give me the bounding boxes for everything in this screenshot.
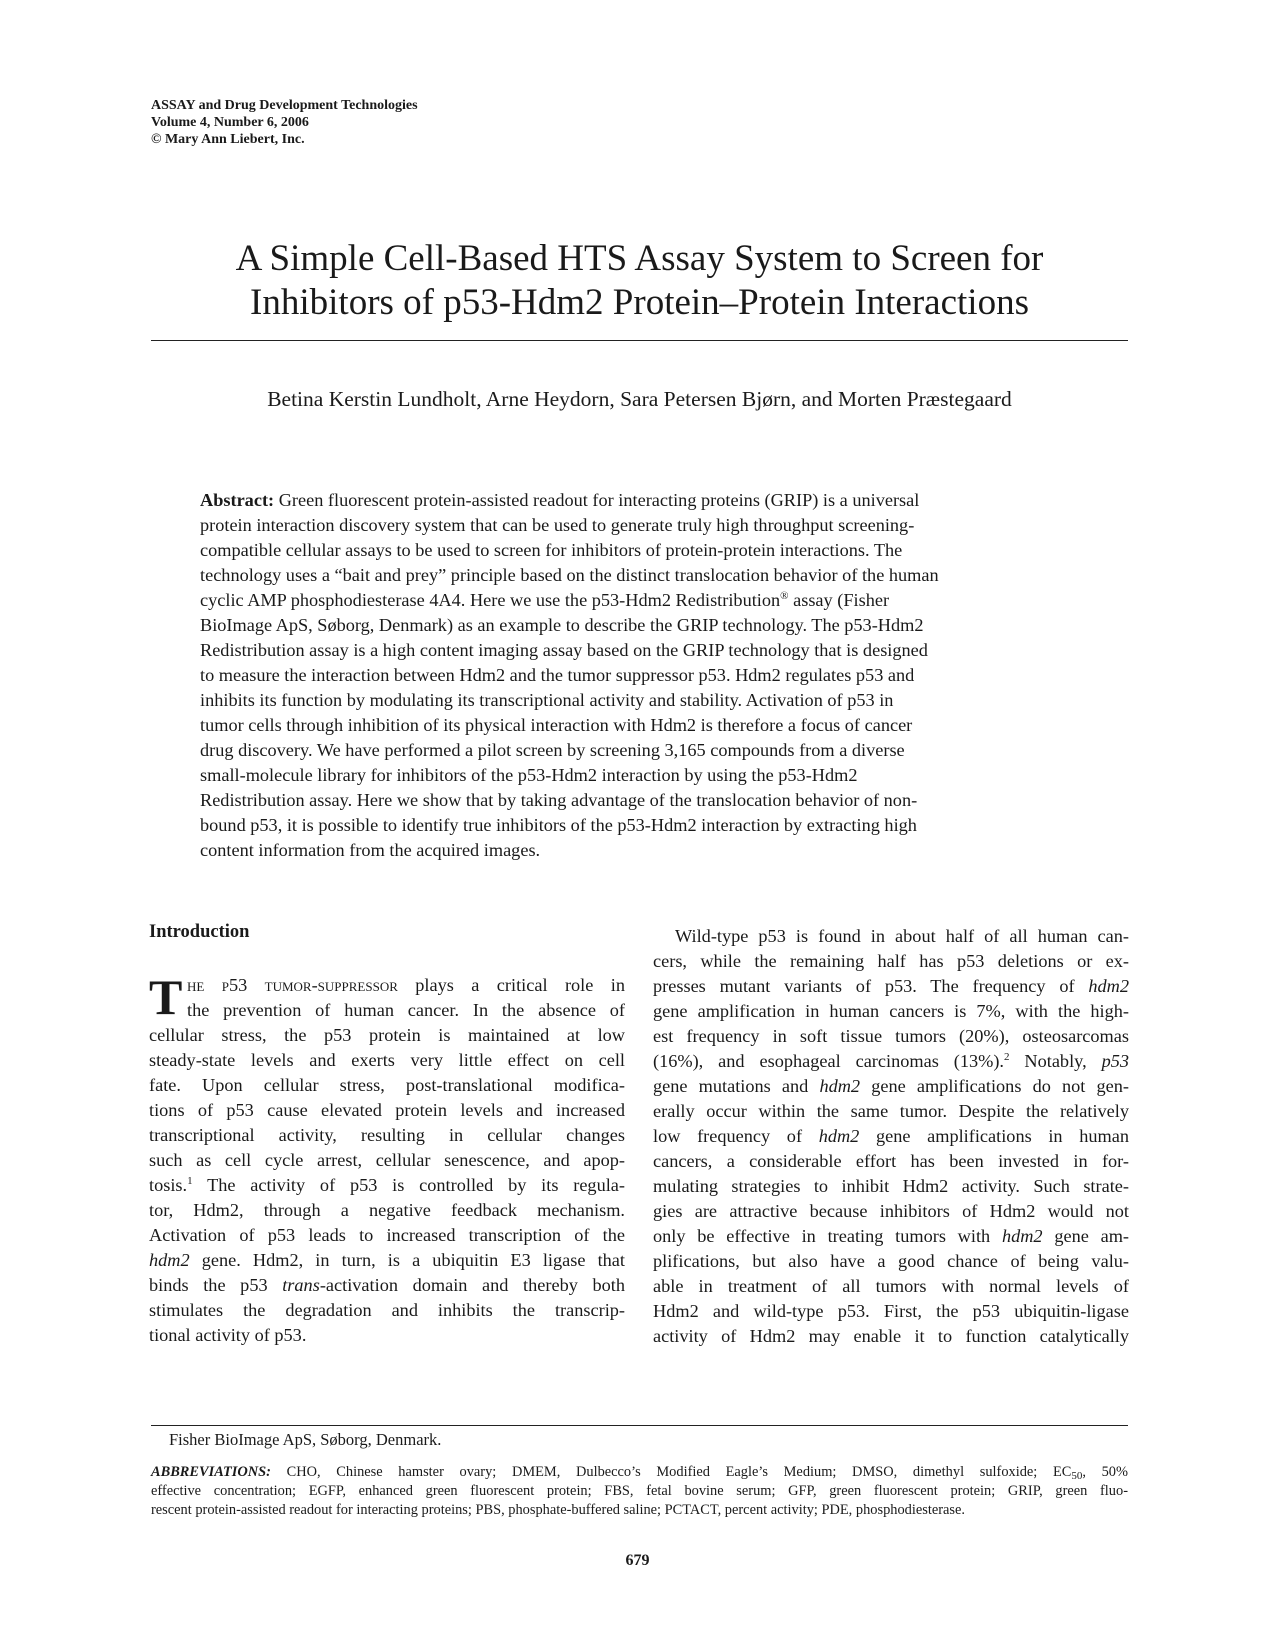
- citation-2: 2: [1003, 1051, 1010, 1063]
- abstract-line: inhibits its function by modulating its transcriptional activity and stability. Activation of p53 in: [200, 690, 894, 710]
- section-heading-introduction: Introduction: [149, 922, 250, 942]
- abstract-text: Green fluorescent protein-assisted readout for interacting proteins (GRIP) is a universal: [278, 490, 920, 510]
- intro-line: tions of p53 cause elevated protein levels and increased: [149, 1100, 625, 1120]
- affiliation-footnote: Fisher BioImage ApS, Søborg, Denmark.: [169, 1430, 442, 1449]
- body-text: Notably,: [1009, 1051, 1102, 1071]
- gene-name: hdm2: [149, 1250, 190, 1270]
- body-line: [653, 1224, 1129, 1249]
- journal-header: [151, 97, 418, 148]
- intro-line: Activation of p53 leads to increased transcription of the: [149, 1225, 625, 1245]
- page-number: 679: [625, 1552, 650, 1569]
- body-text: (16%), and esophageal carcinomas (13%).: [653, 1051, 1004, 1071]
- citation-1: 1: [187, 1175, 193, 1187]
- italic-term: trans: [282, 1275, 320, 1295]
- body-line: est frequency in soft tissue tumors (20%), osteosarcomas: [653, 1026, 1129, 1046]
- body-text: gene mutations and: [653, 1076, 820, 1096]
- intro-text: plays a critical role in: [397, 975, 625, 995]
- abstract-line: technology uses a “bait and prey” principle based on the distinct translocation behavior of the human: [200, 565, 939, 585]
- body-line: activity of Hdm2 may enable it to function catalytically: [653, 1326, 1129, 1346]
- body-text: presses mutant variants of p53. The frequency of: [653, 976, 1089, 996]
- abstract-line: to measure the interaction between Hdm2 and the tumor suppressor p53. Hdm2 regulates p53 and: [200, 665, 915, 685]
- intro-text: The activity of p53 is controlled by its regula-: [192, 1175, 625, 1195]
- body-line: [653, 1124, 1129, 1149]
- abstract-text: assay (Fisher: [788, 590, 890, 610]
- intro-text: -activation domain and thereby both: [319, 1275, 625, 1295]
- intro-line: [149, 1248, 625, 1273]
- body-line: Wild-type p53 is found in about half of all human can-: [675, 926, 1129, 946]
- drop-cap: T: [149, 969, 183, 1025]
- article-title: [151, 237, 1128, 325]
- intro-line: steady-state levels and exerts very little effect on cell: [149, 1050, 625, 1070]
- abbrev-text: , 50%: [1082, 1464, 1128, 1480]
- abbrev-text: CHO, Chinese hamster ovary; DMEM, Dulbecco’s Modified Eagle’s Medium; DMSO, dimethyl sulfoxide; EC: [270, 1464, 1072, 1480]
- abstract-line: compatible cellular assays to be used to screen for inhibitors of protein-protein interactions. The: [200, 540, 903, 560]
- intro-line: stimulates the degradation and inhibits the transcrip-: [149, 1300, 625, 1320]
- intro-line: such as cell cycle arrest, cellular senescence, and apop-: [149, 1150, 625, 1170]
- abbrev-line: effective concentration; EGFP, enhanced green fluorescent protein; FBS, fetal bovine serum; GFP, green fluorescent protein; GRIP, green fluo-: [151, 1483, 1128, 1499]
- registered-mark: ®: [780, 590, 789, 602]
- intro-line: fate. Upon cellular stress, post-translational modifica-: [149, 1075, 625, 1095]
- abstract-line: [200, 488, 1080, 513]
- body-line: Hdm2 and wild-type p53. First, the p53 ubiquitin-ligase: [653, 1301, 1129, 1321]
- abbrev-line: rescent protein-assisted readout for interacting proteins; PBS, phosphate-buffered saline; PCTACT, percent activity; PDE, phosphodiesterase.: [151, 1502, 965, 1518]
- body-line: [653, 1049, 1129, 1074]
- abbreviations-footnote: [151, 1463, 1128, 1520]
- body-line: [653, 974, 1129, 999]
- body-line: mulating strategies to inhibit Hdm2 activity. Such strate-: [653, 1176, 1129, 1196]
- title-divider: [151, 340, 1128, 341]
- body-line: [653, 1074, 1129, 1099]
- body-line: erally occur within the same tumor. Despite the relatively: [653, 1101, 1129, 1121]
- body-text: gene am-: [1042, 1226, 1130, 1246]
- body-text: gene amplifications in human: [859, 1126, 1129, 1146]
- abstract-line: bound p53, it is possible to identify true inhibitors of the p53-Hdm2 interaction by extracting high: [200, 815, 917, 835]
- body-text: low frequency of: [653, 1126, 819, 1146]
- title-line: A Simple Cell-Based HTS Assay System to Screen for: [235, 238, 1044, 279]
- abstract-line: BioImage ApS, Søborg, Denmark) as an example to describe the GRIP technology. The p53-Hdm2: [200, 615, 924, 635]
- intro-line: the prevention of human cancer. In the absence of: [187, 1000, 625, 1020]
- abstract-line: Redistribution assay. Here we show that by taking advantage of the translocation behavior of non-: [200, 790, 918, 810]
- body-line: gene amplification in human cancers is 7%, with the high-: [653, 1001, 1129, 1021]
- intro-line: tor, Hdm2, through a negative feedback mechanism.: [149, 1200, 625, 1220]
- abstract: [200, 488, 1080, 863]
- abstract-line: tumor cells through inhibition of its physical interaction with Hdm2 is therefore a focus of cancer: [200, 715, 913, 735]
- author-list: Betina Kerstin Lundholt, Arne Heydorn, Sara Petersen Bjørn, and Morten Præstegaard: [267, 387, 1012, 411]
- abstract-line: protein interaction discovery system that can be used to generate truly high throughput screening-: [200, 515, 915, 535]
- journal-name: ASSAY and Drug Development Technologies: [151, 98, 418, 113]
- body-line: cers, while the remaining half has p53 deletions or ex-: [653, 951, 1129, 971]
- title-line: Inhibitors of p53-Hdm2 Protein–Protein Interactions: [250, 282, 1029, 323]
- footnote-divider: [151, 1425, 1128, 1426]
- gene-name: hdm2: [818, 1126, 860, 1146]
- intro-line: [149, 1273, 625, 1298]
- abbreviations-label: ABBREVIATIONS:: [151, 1464, 271, 1480]
- intro-line: [149, 1173, 625, 1198]
- body-text: only be effective in treating tumors with: [653, 1226, 1002, 1246]
- body-line: plifications, but also have a good chance of being valu-: [653, 1251, 1129, 1271]
- introduction-left-column: [149, 969, 625, 1348]
- abbrev-line: [151, 1463, 1128, 1482]
- abstract-line: Redistribution assay is a high content imaging assay based on the GRIP technology that is designed: [200, 640, 928, 660]
- body-line: gies are attractive because inhibitors of Hdm2 would not: [653, 1201, 1129, 1221]
- intro-line: transcriptional activity, resulting in cellular changes: [149, 1125, 625, 1145]
- abstract-line: content information from the acquired images.: [200, 840, 541, 860]
- subscript: 50: [1071, 1470, 1083, 1482]
- intro-text: gene. Hdm2, in turn, is a ubiquitin E3 ligase that: [189, 1250, 625, 1270]
- abstract-line: small-molecule library for inhibitors of the p53-Hdm2 interaction by using the p53-Hdm2: [200, 765, 858, 785]
- gene-name: hdm2: [819, 1076, 861, 1096]
- body-text: gene amplifications do not gen-: [860, 1076, 1129, 1096]
- gene-name: p53: [1101, 1051, 1129, 1071]
- body-line: able in treatment of all tumors with normal levels of: [653, 1276, 1129, 1296]
- intro-text: binds the p53: [149, 1275, 283, 1295]
- journal-volume: Volume 4, Number 6, 2006: [151, 115, 309, 130]
- abstract-label: Abstract:: [200, 490, 275, 510]
- intro-line: tional activity of p53.: [149, 1325, 307, 1345]
- right-column: [653, 924, 1129, 1349]
- journal-copyright: © Mary Ann Liebert, Inc.: [151, 132, 305, 147]
- gene-name: hdm2: [1001, 1226, 1043, 1246]
- abstract-line: [200, 588, 1080, 613]
- intro-line: cellular stress, the p53 protein is maintained at low: [149, 1025, 625, 1045]
- abstract-text: cyclic AMP phosphodiesterase 4A4. Here we use the p53-Hdm2 Redistribution: [200, 590, 781, 610]
- small-caps-lead: he p53 tumor-suppressor: [187, 975, 398, 995]
- body-line: cancers, a considerable effort has been invested in for-: [653, 1151, 1129, 1171]
- abstract-line: drug discovery. We have performed a pilot screen by screening 3,165 compounds from a diverse: [200, 740, 905, 760]
- gene-name: hdm2: [1088, 976, 1129, 996]
- intro-text: tosis.: [149, 1175, 188, 1195]
